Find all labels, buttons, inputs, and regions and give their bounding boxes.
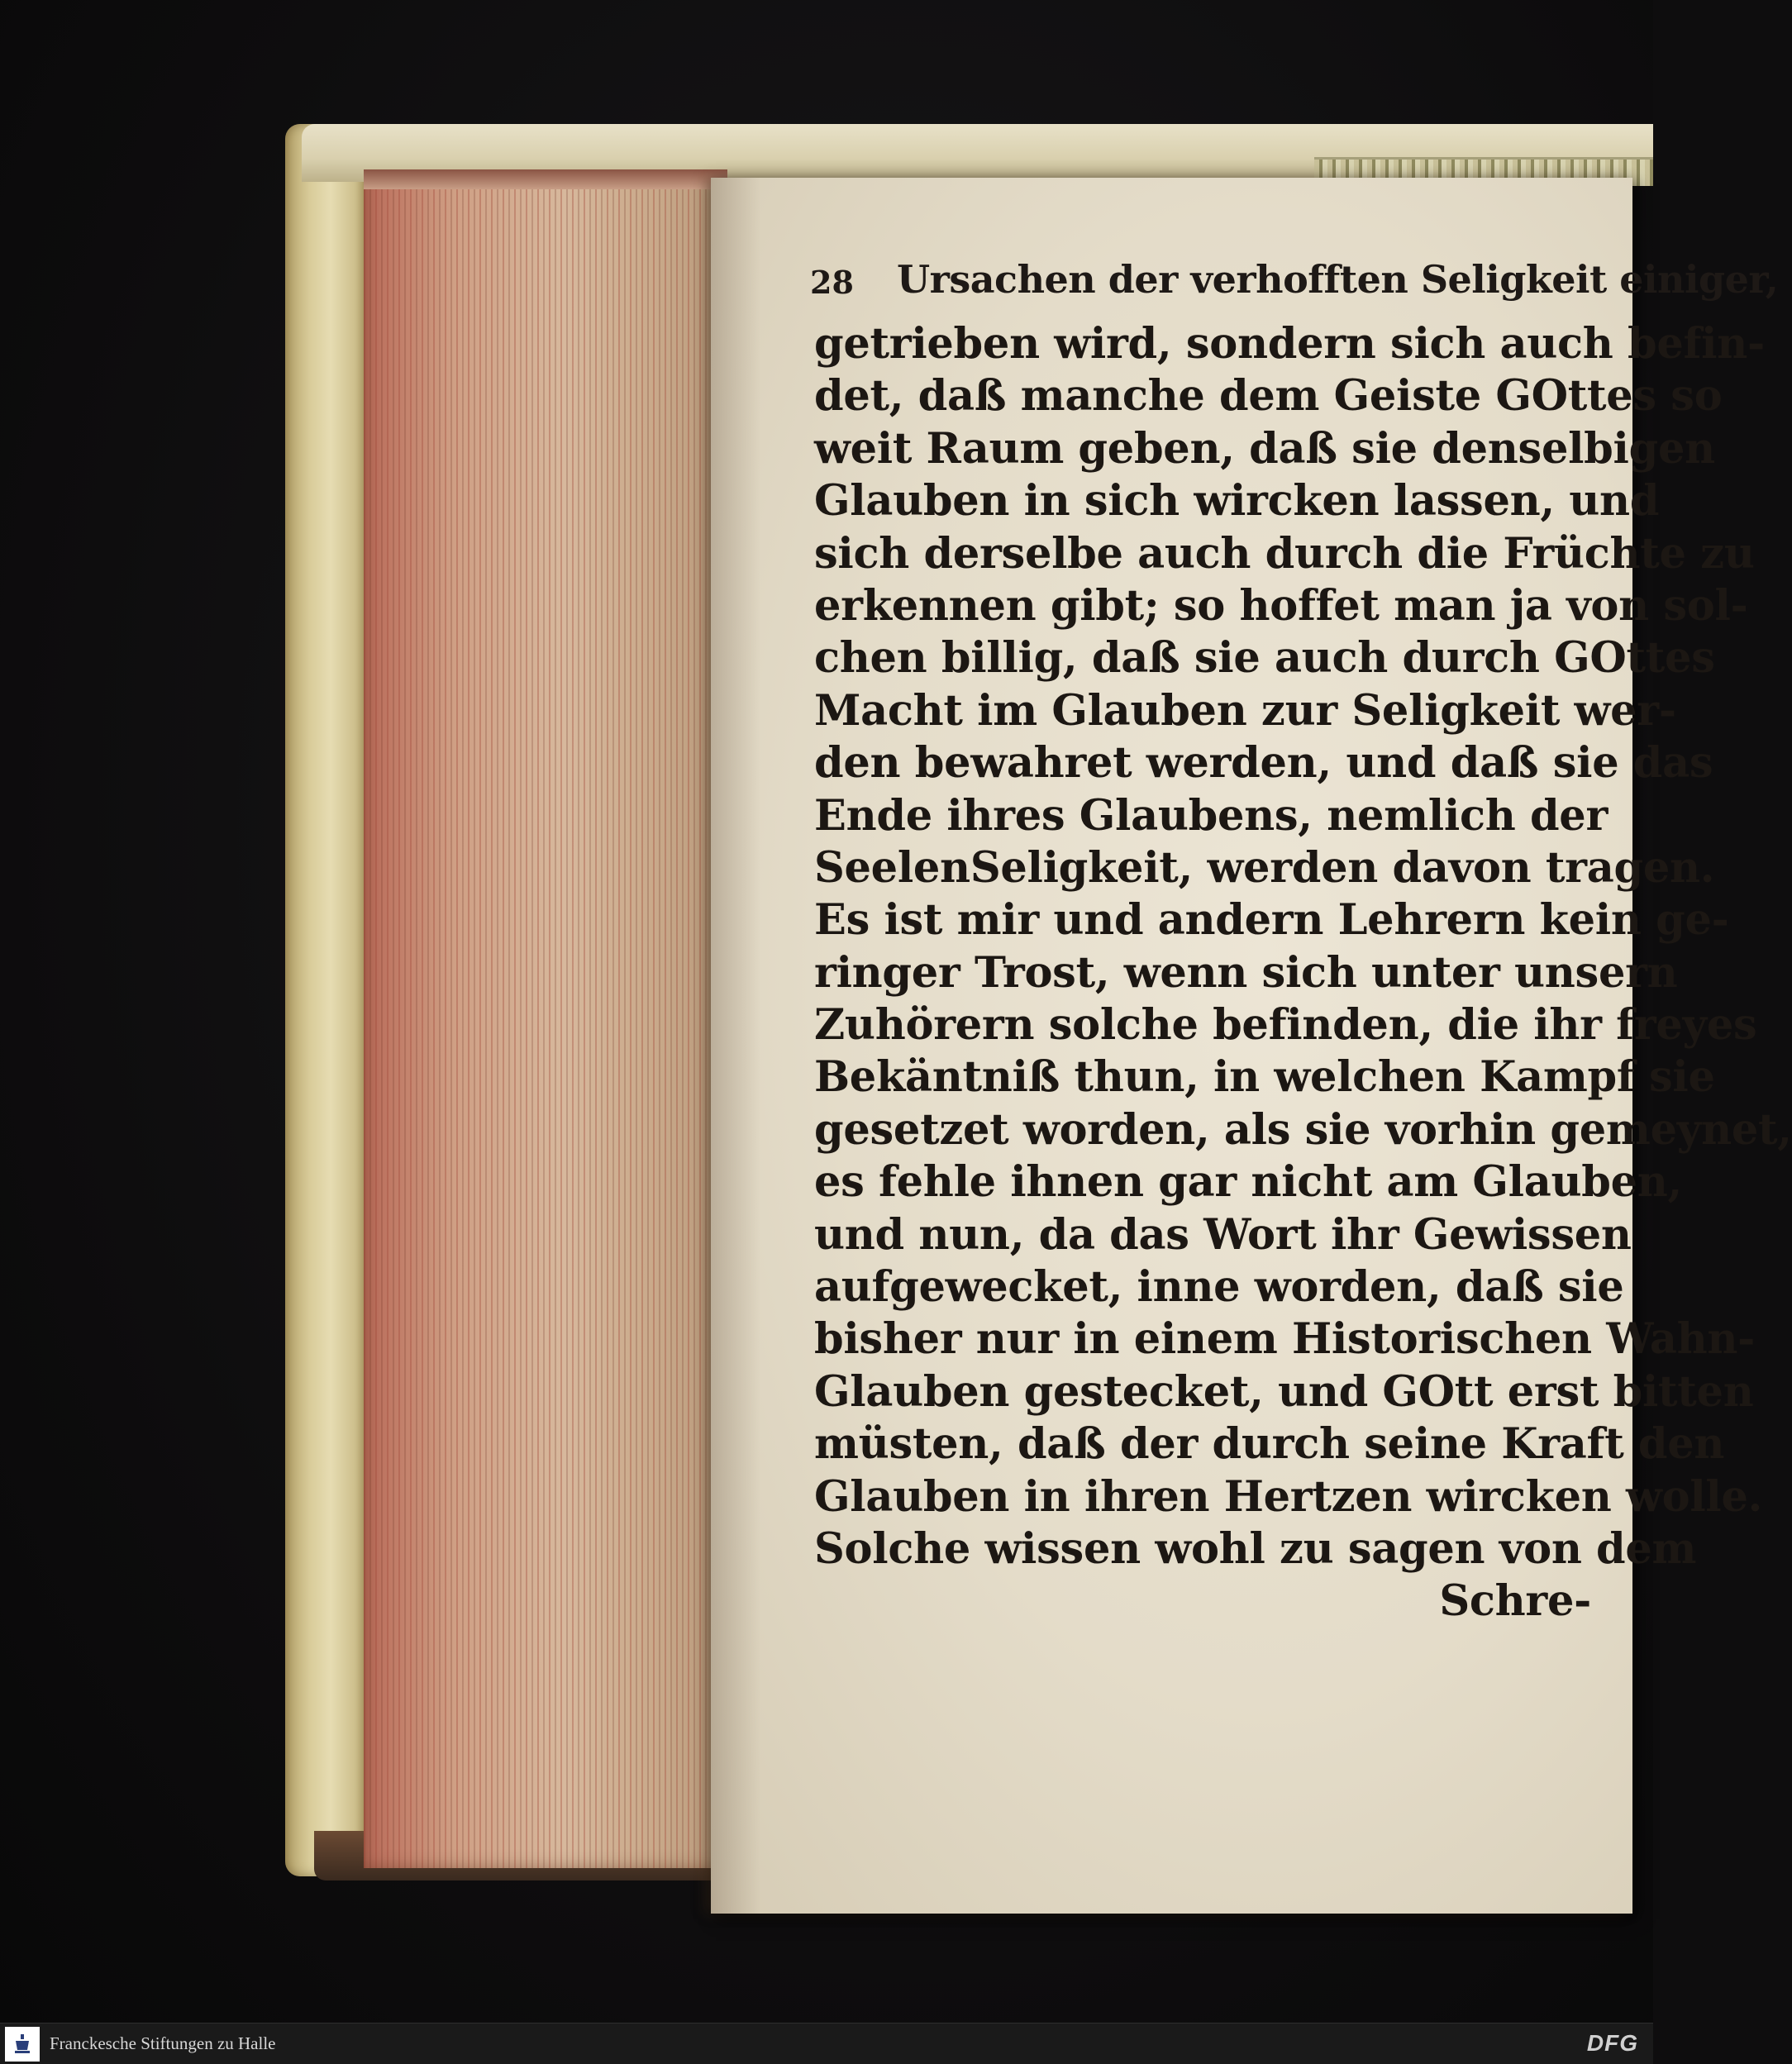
vellum-cover-spine <box>285 124 368 1876</box>
page-block-top <box>364 169 727 189</box>
text-line: Es ist mir und andern Lehrern kein ge- <box>814 895 1729 946</box>
text-line: den bewahret werden, und daß sie das <box>814 738 1713 789</box>
text-line: Glauben in ihren Hertzen wircken wolle. <box>814 1471 1763 1522</box>
text-line: Zuhörern solche befinden, die ihr freyes <box>814 1000 1757 1051</box>
page-number: 28 <box>810 264 854 301</box>
text-line: weit Raum geben, daß sie denselbigen <box>814 423 1715 474</box>
text-line: sich derselbe auch durch die Früchte zu <box>814 528 1755 579</box>
text-line: chen billig, daß sie auch durch GOttes <box>814 633 1715 684</box>
book-page <box>711 178 1792 1914</box>
text-line: Ende ihres Glaubens, nemlich der <box>814 790 1609 841</box>
text-line: Solche wissen wohl zu sagen von dem <box>814 1523 1697 1574</box>
institution-logo[interactable] <box>5 2027 40 2062</box>
text-line: müsten, daß der durch seine Kraft den <box>814 1419 1725 1470</box>
text-line: es fehle ihnen gar nicht am Glauben, <box>814 1157 1682 1208</box>
text-line: Glauben in sich wircken lassen, und <box>814 476 1660 527</box>
text-line: Macht im Glauben zur Seligkeit wer- <box>814 685 1676 736</box>
dfg-logo[interactable]: DFG <box>1586 2030 1638 2056</box>
footer-bar <box>0 2023 1653 2064</box>
text-line: Glauben gestecket, und GOtt erst bitten <box>814 1366 1754 1417</box>
text-line: SeelenSeligkeit, werden davon tragen. <box>814 842 1715 893</box>
text-line: aufgewecket, inne worden, daß sie <box>814 1262 1624 1313</box>
text-line: gesetzet worden, als sie vorhin gemeynet, <box>814 1104 1792 1155</box>
text-line: getrieben wird, sondern sich auch befin- <box>814 319 1765 369</box>
catchword: Schre- <box>1439 1576 1591 1627</box>
text-line: Bekäntniß thun, in welchen Kampf sie <box>814 1052 1715 1103</box>
text-line: erkennen gibt; so hoffet man ja von sol- <box>814 580 1748 631</box>
body-text <box>814 318 1792 1628</box>
text-line: und nun, da das Wort ihr Gewissen <box>814 1209 1632 1260</box>
running-head <box>810 252 1779 310</box>
running-head-title: Ursachen der verhofften Seligkeit einiger, <box>897 257 1779 302</box>
institution-name: Franckesche Stiftungen zu Halle <box>50 2033 276 2053</box>
text-line: det, daß manche dem Geiste GOttes so <box>814 371 1723 422</box>
text-line: ringer Trost, wenn sich unter unsern <box>814 947 1678 998</box>
institution-logo-icon <box>13 2033 31 2055</box>
page-gutter-shadow <box>711 178 760 1914</box>
text-line: bisher nur in einem Historischen Wahn- <box>814 1314 1755 1365</box>
page-block-edges <box>364 169 727 1868</box>
